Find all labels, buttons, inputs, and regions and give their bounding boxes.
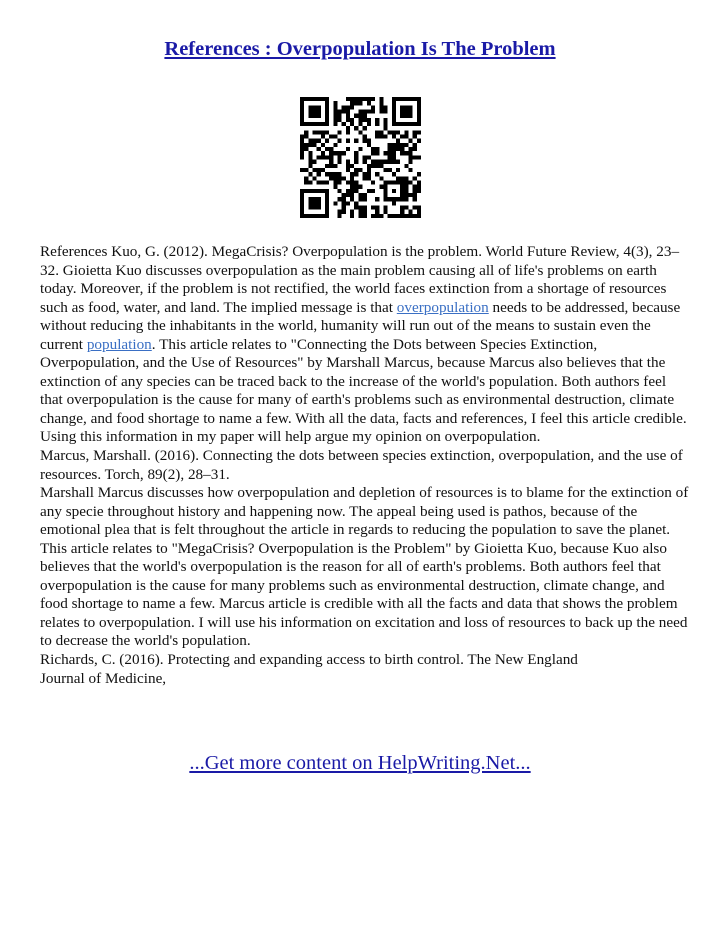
more-content (0, 752, 720, 775)
paragraph-text: . This article relates to "Connecting the Dots between Species Extinction, Overpopulation, and the Use of Resources" by Marshall Marcus, because Marcus also believes that the extinction of any species can be traced back to the increase of the world's population. Both authors feel that overpopulation is the cause for many of earth's problems such as environmental destruction, climate change, and food shortage to name a few. With all the data, facts and references, I feel this article credible. Using this information in my paper will help argue my opinion on overpopulation. (40, 335, 687, 446)
population-link[interactable]: population (86, 335, 152, 353)
document-body (40, 243, 690, 688)
qr-code-image (300, 97, 421, 218)
citation-line: Richards, C. (2016). Protecting and expanding access to birth control. The New England (40, 651, 578, 669)
paragraph-marcus-summary: Marshall Marcus discusses how overpopulation and depletion of resources is to blame for the extinction of any specie throughout history and happening now. The appeal being used is pathos, because of the emotional plea that is felt throughout the article in regards to reducing the population to save the planet. This article relates to "MegaCrisis? Overpopulation is the Problem" by Gioietta Kuo, because Kuo also believes that the world's overpopulation is the reason for all of earth's problems. Both authors feel that overpopulation is the cause for many problems such as environmental destruction, climate change, and food shortage to name a few. Marcus article is credible with all the facts and data that shows the problem relates to overpopulation. I will use his information on excitation and loss of resources to back up the need to decrease the world's population. (40, 484, 689, 650)
qr-code-graphic (300, 97, 421, 218)
document-title (0, 38, 720, 61)
paragraph-marcus-citation: Marcus, Marshall. (2016). Connecting the dots between species extinction, overpopulation, and the use of resources. Torch, 89(2), 28–31. (40, 447, 683, 483)
paragraph-text: needs to be addressed, because without reducing the inhabitants in the world, humanity will run out of the means to sustain even the current (40, 298, 681, 353)
title-link[interactable]: References : Overpopulation Is The Problem (164, 38, 556, 60)
get-more-content-link[interactable]: ...Get more content on HelpWriting.Net... (189, 752, 531, 774)
paragraph-text: References Kuo, G. (2012). MegaCrisis? Overpopulation is the problem. World Future Review, 4(3), 23–32. Gioietta Kuo discusses overpopulation as the main problem causing all of life's problems on earth today. Moreover, if the problem is not rectified, the world faces extinction from a shortage of resources such as food, water, and land. The implied message is that (40, 243, 680, 316)
citation-line: Journal of Medicine, (40, 669, 167, 687)
paragraph-kuo-reference (40, 243, 690, 447)
overpopulation-link[interactable]: overpopulation (396, 298, 489, 316)
paragraph-richards-citation (40, 651, 690, 688)
